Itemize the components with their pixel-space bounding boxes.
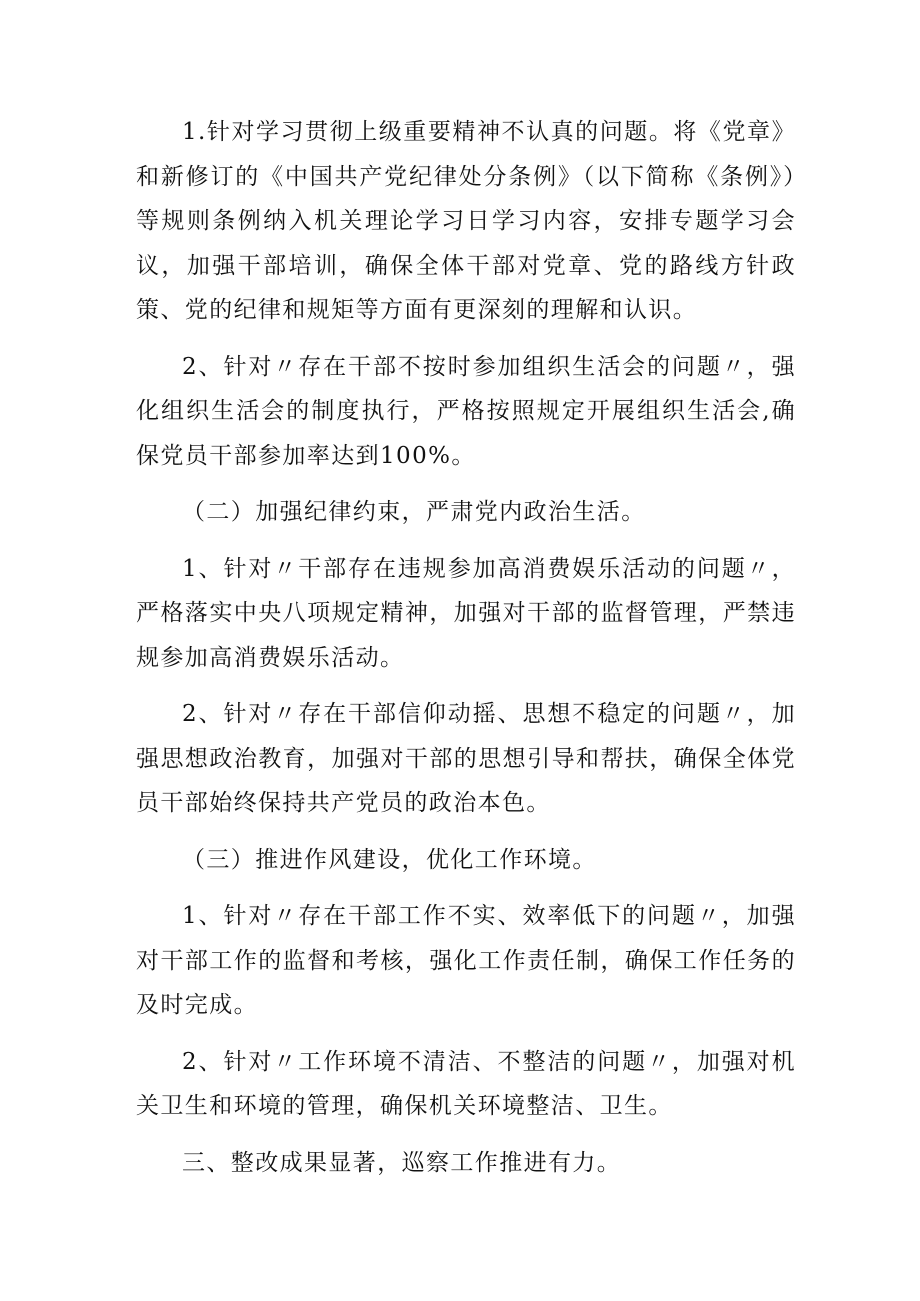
section-heading-3: （三）推进作风建设，优化工作环境。 [182, 846, 597, 873]
document-body [136, 110, 796, 1197]
paragraph-item-2-belief: 2、针对〃存在干部信仰动摇、思想不稳定的问题〃，加强思想政治教育，加强对干部的思想引导和帮扶，确保全体党员干部始终保持共产党员的政治本色。 [136, 701, 796, 816]
paragraph-item-2-organization-life: 2、针对〃存在干部不按时参加组织生活会的问题〃，强化组织生活会的制度执行，严格按照规定开展组织生活会,确保党员干部参加率达到100%。 [136, 353, 796, 469]
paragraph-item-1-work-efficiency: 1、针对〃存在干部工作不实、效率低下的问题〃，加强对干部工作的监督和考核，强化工作责任制，确保工作任务的及时完成。 [136, 903, 796, 1018]
paragraph-item-1-study: 1.针对学习贯彻上级重要精神不认真的问题。将《党章》和新修订的《中国共产党纪律处分条例》（以下简称《条例》）等规则条例纳入机关理论学习日学习内容，安排专题学习会议，加强干部培训，确保全体干部对党章、党的路线方针政策、党的纪律和规矩等方面有更深刻的理解和认识。 [136, 119, 796, 323]
section-heading-2: （二）加强纪律约束，严肃党内政治生活。 [182, 499, 646, 525]
paragraph-item-2-environment: 2、针对〃工作环境不清洁、不整洁的问题〃，加强对机关卫生和环境的管理，确保机关环境整洁、卫生。 [136, 1048, 796, 1119]
paragraph-item-1-entertainment: 1、针对〃干部存在违规参加高消费娱乐活动的问题〃，严格落实中央八项规定精神，加强对干部的监督管理，严禁违规参加高消费娱乐活动。 [136, 555, 796, 671]
part-heading-3: 三、整改成果显著，巡察工作推进有力。 [182, 1149, 622, 1176]
